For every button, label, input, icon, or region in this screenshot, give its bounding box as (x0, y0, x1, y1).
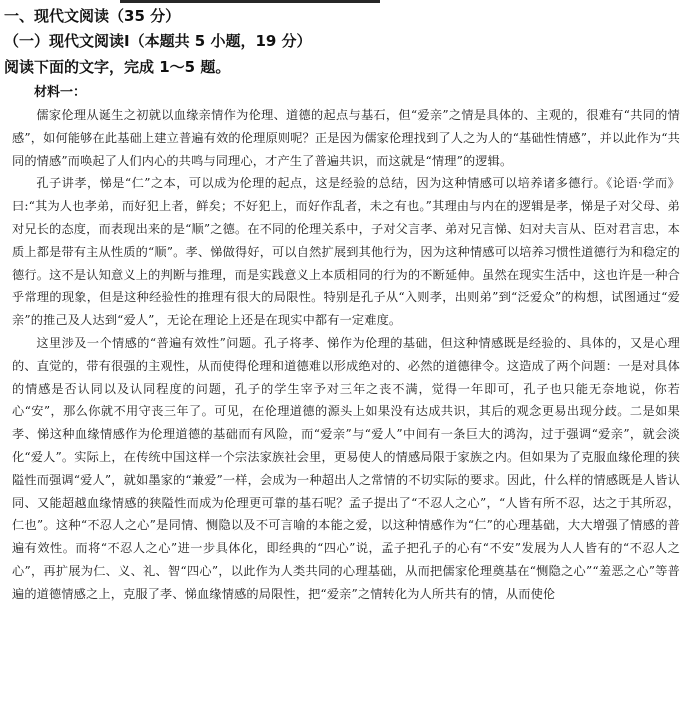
passage-paragraph-1: 儒家伦理从诞生之初就以血缘亲情作为伦理、道德的起点与基石，但“爱亲”之情是具体的、主观的，很难有“共同的情感”，如何能够在此基础上建立普遍有效的伦理原则呢？正是因为儒家伦理找到了人之为人的“基础性情感”，并以此作为“共同的情感”而唤起了人们内心的共鸣与同理心，才产生了普遍共识，而这就是“情理”的逻辑。 (12, 108, 680, 168)
subsection-title: （一）现代文阅读Ⅰ（本题共 5 小题，19 分） (4, 32, 312, 50)
reading-instruction: 阅读下面的文字，完成 1～5 题。 (4, 58, 231, 76)
passage-paragraph-3: 这里涉及一个情感的“普遍有效性”问题。孔子将孝、悌作为伦理的基础，但这种情感既是经验的、具体的，又是心理的、直觉的，带有很强的主观性，从而使得伦理和道德难以形成绝对的、必然的道德律令。这造成了两个问题：一是对具体的情感是否认同以及认同程度的问题，孔子的学生宰予对三年之丧不满，觉得一年即可，孔子也只能无奈地说，你若心“安”，那么你就不用守丧三年了。可见，在伦理道德的源头上如果没有达成共识，其后的观念更易出现分歧。二是如果孝、悌这种血缘情感作为伦理道德的基础而有风险，而“爱亲”与“爱人”中间有一条巨大的鸿沟，过于强调“爱亲”，就会淡化“爱人”。实际上，在传统中国这样一个宗法家族社会里，更易使人的情感局限于家族之内。但如果为了克服血缘伦理的狭隘性而强调“爱人”，就如墨家的“兼爱”一样，会成为一种超出人之常情的不切实际的要求。因此，什么样的情感既是人皆认同、又能超越血缘情感的狭隘性而成为伦理更可靠的基石呢？孟子提出了“不忍人之心”，“人皆有所不忍，达之于其所忍，仁也”。这种“不忍人之心”是同情、恻隐以及不可言喻的本能之爱，以这种情感作为“仁”的心理基础，大大增强了情感的普遍有效性。而将“不忍人之心”进一步具体化，即经典的“四心”说，孟子把孔子的心有“不安”发展为人人皆有的“不忍人之心”，再扩展为仁、义、礼、智“四心”，以此作为人类共同的心理基础，从而把儒家伦理奠基在“恻隐之心”“羞恶之心”等普遍的道德情感之上，克服了孝、悌血缘情感的局限性，把“爱亲”之情转化为人所共有的情，从而使伦 (12, 335, 680, 601)
section-title: 一、现代文阅读（35 分） (4, 7, 181, 25)
passage-paragraph-2: 孔子讲孝，悌是“仁”之本，可以成为伦理的起点，这是经验的总结，因为这种情感可以培养诸多德行。《论语·学而》曰:“其为人也孝弟，而好犯上者，鲜矣；不好犯上，而好作乱者，未之有也。”其理由与内在的逻辑是孝，悌是子对父母、弟对兄长的态度，而表现出来的是“顺”之德。在不同的伦理关系中，子对父言孝、弟对兄言悌、妇对夫言从、臣对君言忠，本质上都是带有主从性质的“顺”。孝、悌做得好，可以自然扩展到其他行为，因为这种情感可以培养习惯性道德行为和稳定的德行。这不是认知意义上的判断与推理，而是实践意义上本质相同的行为的不断延伸。虽然在现实生活中，这也许是一种合乎常理的现象，但是这种经验性的推理有很大的局限性。特别是孔子从“入则孝，出则弟”到“泛爱众”的构想，试图通过“爱亲”的推己及人达到“爱人”，无论在理论上还是在现实中都有一定难度。 (12, 176, 680, 328)
cropped-top-edge (120, 0, 380, 3)
passage-body (12, 104, 680, 606)
material-label: 材料一： (34, 85, 87, 100)
